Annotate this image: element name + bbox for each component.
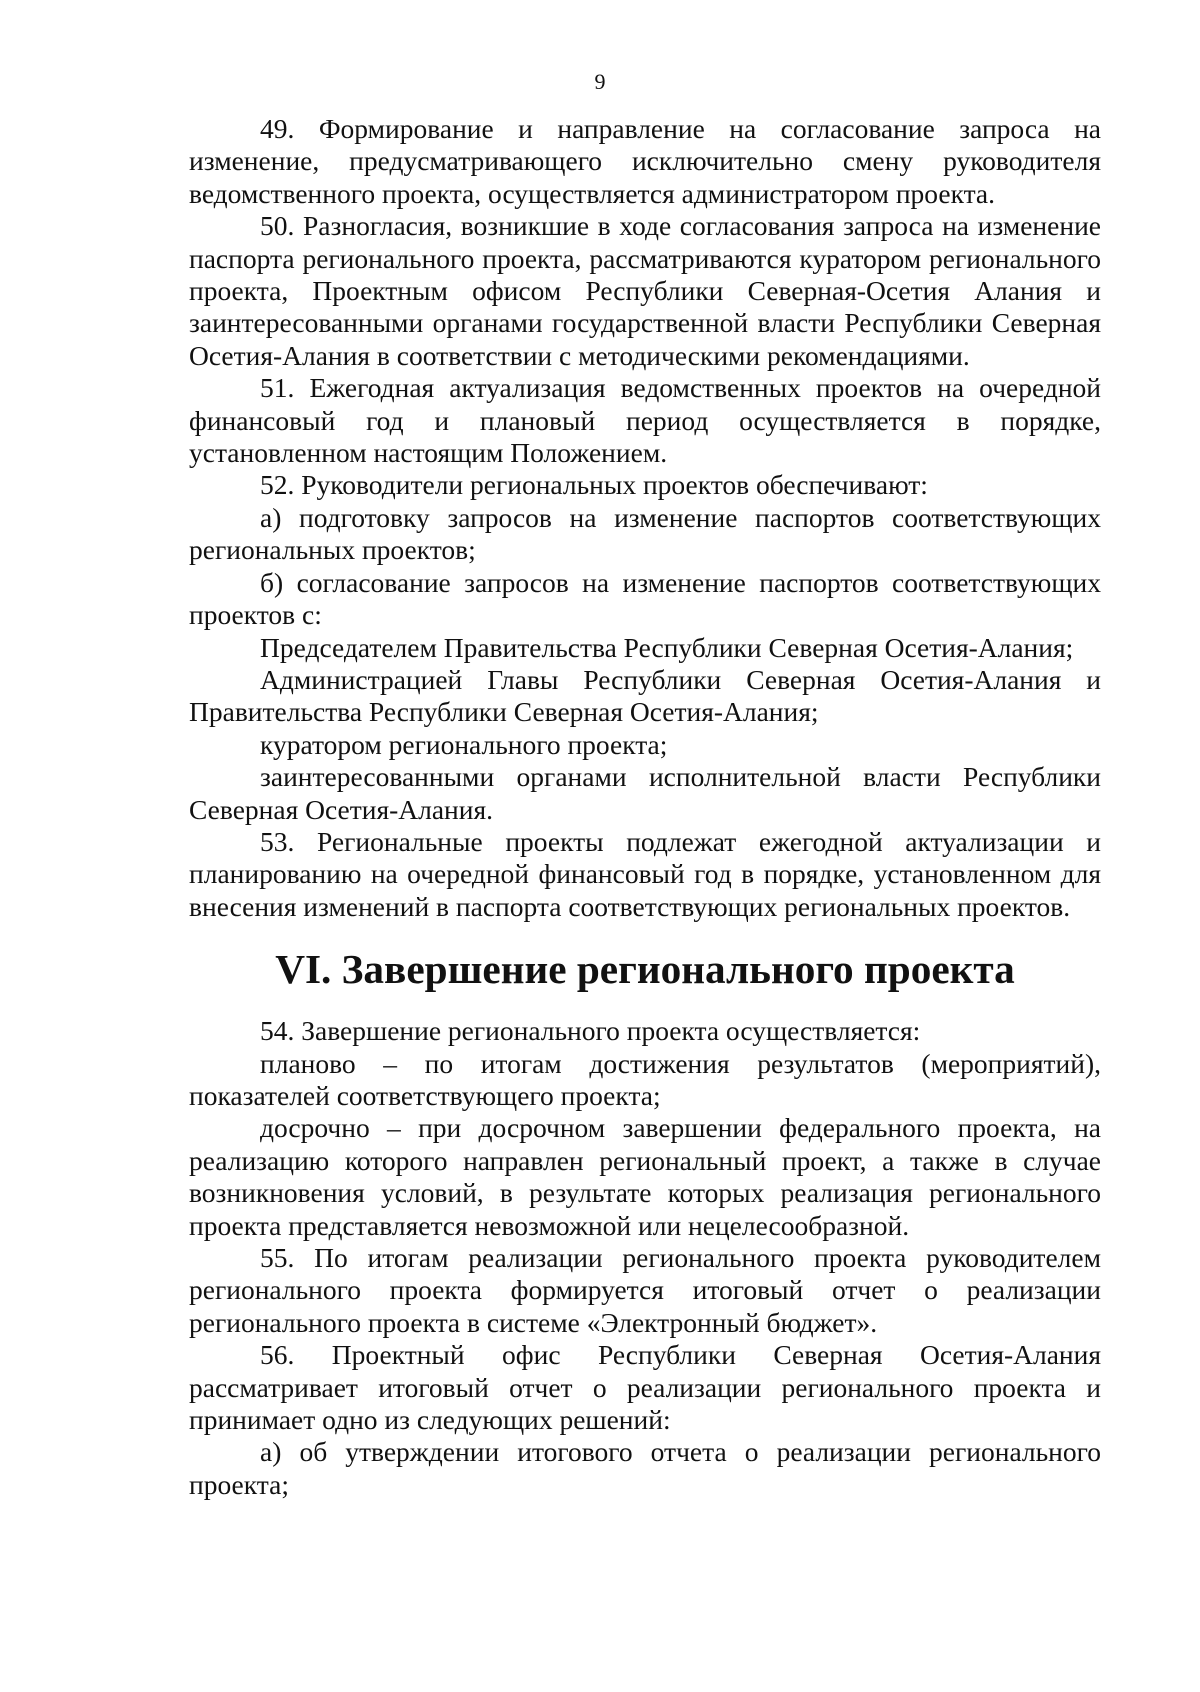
section-heading: VI. Завершение регионального проекта [275,946,1015,993]
page-number: 9 [594,69,606,94]
list-item-chairman: Председателем Правительства Республики Северная Осетия-Алания; [260,631,1074,663]
paragraph-55: 55. По итогам реализации регионального проекта руководителем регионального проекта формируется итоговый отчет о реализации регионального проекта в системе «Электронный бюджет». [189,1242,1101,1338]
paragraph-54: 54. Завершение регионального проекта осуществляется: [260,1015,921,1047]
paragraph-52: 52. Руководители региональных проектов обеспечивают: [260,469,928,501]
list-item-executive-bodies: заинтересованными органами исполнительной власти Республики Северная Осетия-Алания. [189,761,1101,825]
paragraph-56-a: а) об утверждении итогового отчета о реализации регионального проекта; [189,1436,1101,1500]
list-item-curator: куратором регионального проекта; [260,728,668,760]
list-item-administration: Администрацией Главы Республики Северная Осетия-Алания и Правительства Республики Северная Осетия-Алания; [189,663,1101,728]
paragraph-50: 50. Разногласия, возникшие в ходе согласования запроса на изменение паспорта регионального проекта, рассматриваются куратором регионального проекта, Проектным офисом Республики Северная-Осетия Алания и заинтересованными органами государственной власти Республики Северная Осетия-Алания в соответствии с методическими рекомендациями. [189,210,1101,371]
paragraph-56: 56. Проектный офис Республики Северная Осетия-Алания рассматривает итоговый отчет о реализации регионального проекта и принимает одно из следующих решений: [189,1339,1101,1436]
document-body [189,113,1101,1501]
paragraph-52-b: б) согласование запросов на изменение паспортов соответствующих проектов с: [189,566,1101,631]
paragraph-51: 51. Ежегодная актуализация ведомственных проектов на очередной финансовый год и плановый период осуществляется в порядке, установленном настоящим Положением. [189,372,1101,469]
paragraph-54-early: досрочно – при досрочном завершении федерального проекта, на реализацию которого направлен региональный проект, а также в случае возникновения условий, в результате которых реализация регионального проекта представляется невозможной или нецелесообразной. [189,1112,1101,1241]
paragraph-52-a: а) подготовку запросов на изменение паспортов соответствующих региональных проектов; [189,501,1101,566]
paragraph-49: 49. Формирование и направление на согласование запроса на изменение, предусматривающего исключительно смену руководителя ведомственного проекта, осуществляется администратором проекта. [189,113,1101,209]
paragraph-54-planned: планово – по итогам достижения результатов (мероприятий), показателей соответствующего проекта; [189,1047,1101,1111]
paragraph-53: 53. Региональные проекты подлежат ежегодной актуализации и планированию на очередной финансовый год в порядке, установленном для внесения изменений в паспорта соответствующих региональных проектов. [189,825,1101,922]
